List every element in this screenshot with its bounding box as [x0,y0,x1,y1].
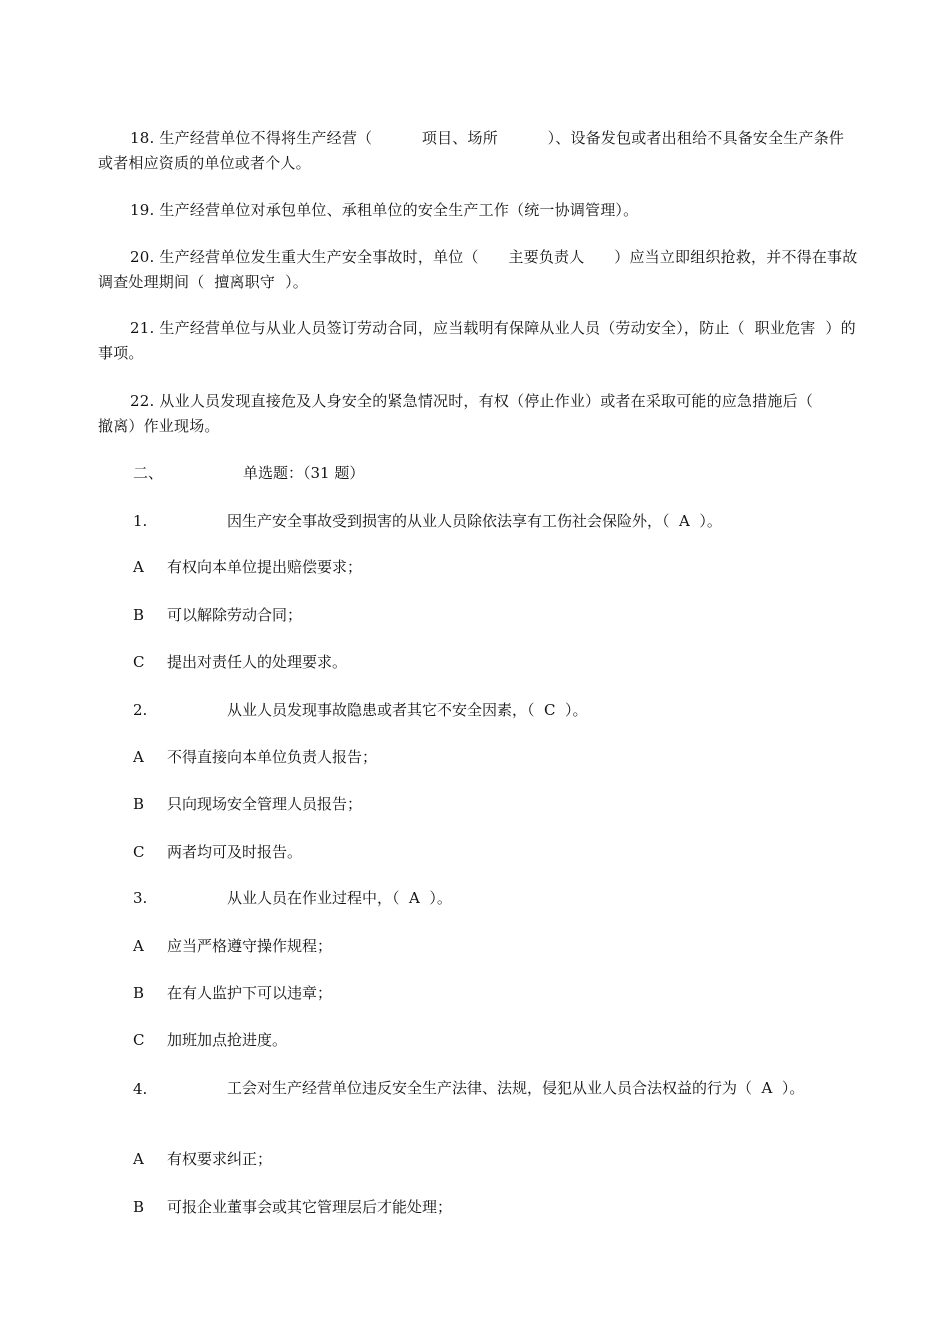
question-2-text: 从业人员发现事故隐患或者其它不安全因素，（ C ）。 [227,701,588,719]
q2-option-c-letter: C [133,843,145,861]
question-19-text: 19. 生产经营单位对承包单位、承租单位的安全生产工作（统一协调管理）。 [130,201,639,219]
q2-option-b-text: 只向现场安全管理人员报告； [167,795,363,813]
question-19 [98,198,858,223]
q1-option-c-letter: C [133,653,145,671]
q3-option-c-text: 加班加点抢进度。 [167,1031,288,1049]
q1-option-a-text: 有权向本单位提出赔偿要求； [167,558,363,576]
q3-option-b-letter: B [133,984,145,1002]
q4-option-a-letter: A [133,1150,144,1168]
q3-option-b-text: 在有人监护下可以违章； [167,984,333,1002]
question-22 [98,389,858,439]
q2-option-a-letter: A [133,748,144,766]
question-4-text: 工会对生产经营单位违反安全生产法律、法规，侵犯从业人员合法权益的行为（ A ）。 [227,1079,805,1097]
q4-option-b-text: 可报企业董事会或其它管理层后才能处理； [167,1198,453,1216]
question-20 [98,245,858,295]
q1-option-c-text: 提出对责任人的处理要求。 [167,653,348,671]
q3-option-a-text: 应当严格遵守操作规程； [167,937,333,955]
q3-option-c-letter: C [133,1031,145,1049]
question-21-text: 21. 生产经营单位与从业人员签订劳动合同，应当载明有保障从业人员（劳动安全），防止（ 职业危害 ）的事项。 [98,319,856,362]
q2-option-b-letter: B [133,795,145,813]
question-4-text-block [98,1076,858,1101]
q1-option-b-letter: B [133,606,145,624]
q2-option-c-text: 两者均可及时报告。 [167,843,303,861]
question-3-number: 3. [133,889,148,907]
q4-option-a-text: 有权要求纠正； [167,1150,273,1168]
section-number: 二、 [133,464,164,482]
question-18-text: 18. 生产经营单位不得将生产经营（ 项目、场所 ）、设备发包或者出租给不具备安全生产条件或者相应资质的单位或者个人。 [98,129,845,172]
q1-option-b-text: 可以解除劳动合同； [167,606,303,624]
q3-option-a-letter: A [133,937,144,955]
q2-option-a-text: 不得直接向本单位负责人报告； [167,748,378,766]
question-4-number: 4. [133,1080,148,1098]
q1-option-a-letter: A [133,558,144,576]
question-2-number: 2. [133,701,148,719]
question-18 [98,126,858,176]
section-title: 单选题：（31 题） [243,464,365,482]
q4-option-b-letter: B [133,1198,145,1216]
question-22-text: 22. 从业人员发现直接危及人身安全的紧急情况时，有权（停止作业）或者在采取可能的应急措施后（ 撤离）作业现场。 [98,392,843,435]
question-21 [98,316,858,366]
question-20-text: 20. 生产经营单位发生重大生产安全事故时，单位（ 主要负责人 ）应当立即组织抢救，并不得在事故调查处理期间（ 擅离职守 ）。 [98,248,858,291]
question-1-number: 1. [133,512,148,530]
question-3-text: 从业人员在作业过程中，（ A ）。 [227,889,452,907]
question-1-text: 因生产安全事故受到损害的从业人员除依法享有工伤社会保险外，（ A ）。 [227,512,722,530]
